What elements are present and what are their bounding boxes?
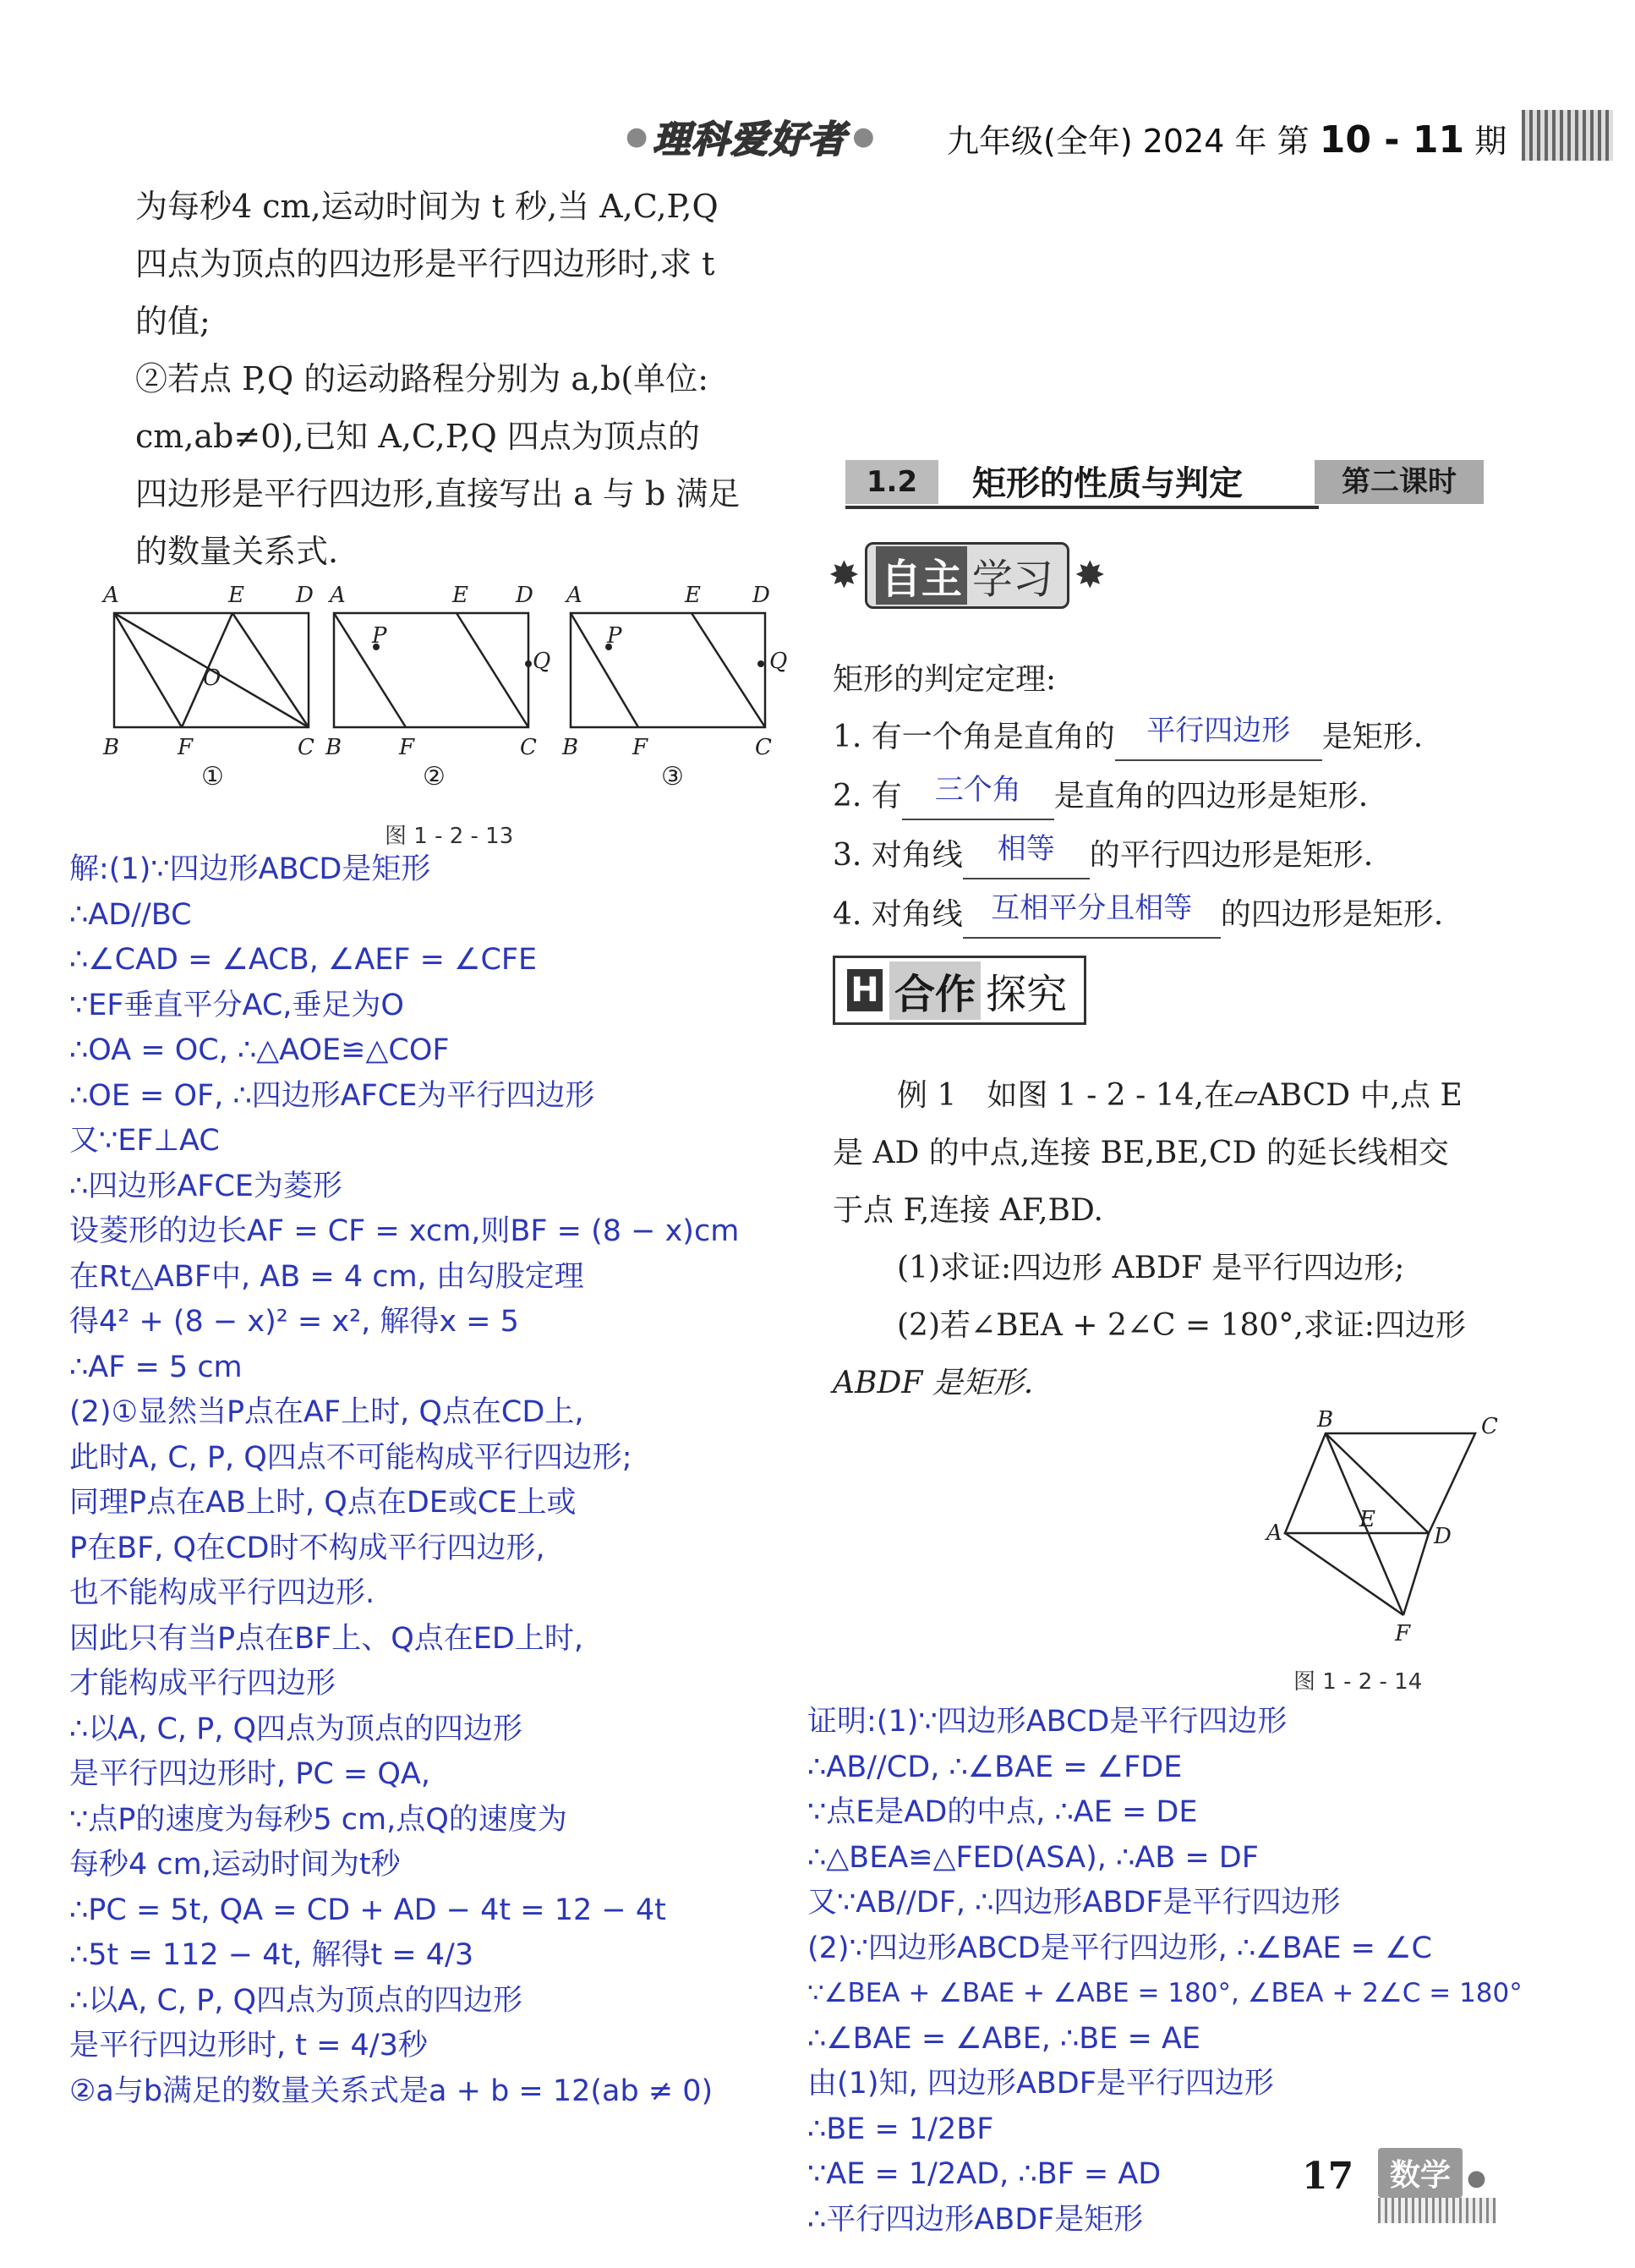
logo-text: 理科爱好者 [653, 118, 848, 162]
label-A: A [103, 583, 119, 608]
solution-line: P在BF, Q在CD时不构成平行四边形, [69, 1531, 545, 1565]
solution-line: ∴以A, C, P, Q四点为顶点的四边形 [69, 1983, 523, 2018]
label-E: E [685, 583, 701, 608]
example-line: 于点 F,连接 AF,BD. [833, 1193, 1103, 1228]
solution-line: ②a与b满足的数量关系式是a + b = 12(ab ≠ 0) [69, 2074, 714, 2108]
solution-line: 同理P点在AB上时, Q点在DE或CE上或 [69, 1486, 577, 1520]
self-study-content [833, 651, 1443, 945]
rect-abcd-2 [334, 613, 528, 727]
label-P: P [607, 623, 622, 649]
solution-line: (2)①显然当P点在AF上时, Q点在CD上, [69, 1395, 584, 1429]
label-E: E [452, 583, 468, 608]
figure-caption: 图 1 - 2 - 14 [1293, 1669, 1423, 1695]
dot-icon: ● [626, 121, 648, 151]
section-number: 1.2 [845, 460, 938, 504]
page-header [626, 110, 1615, 162]
answer-blank: 互相平分且相等 [963, 879, 1221, 939]
solution-line: 设菱形的边长AF = CF = xcm,则BF = (8 − x)cm [69, 1214, 740, 1248]
solution-line: 得4² + (8 − x)² = x², 解得x = 5 [69, 1305, 519, 1339]
solution-line: 又∵EF⊥AC [69, 1124, 220, 1158]
rect-abcd-3 [571, 613, 765, 727]
label-C: C [1481, 1414, 1498, 1439]
label-F: F [178, 735, 194, 760]
solution-line: 是平行四边形时, PC = QA, [69, 1757, 430, 1791]
solution-line: ∴PC = 5t, QA = CD + AD − 4t = 12 − 4t [69, 1893, 666, 1927]
label-B: B [1317, 1408, 1334, 1433]
subject-label: 数学 [1378, 2148, 1463, 2198]
solution-line: ∴AD//BC [69, 897, 192, 932]
solution-line: ∴OE = OF, ∴四边形AFCE为平行四边形 [69, 1078, 595, 1113]
page-number: 17 [1302, 2155, 1354, 2198]
theorem-heading: 矩形的判定定理: [833, 662, 1057, 697]
issue-suffix: 期 [1474, 123, 1507, 160]
label-A: A [1266, 1520, 1282, 1546]
label-Q: Q [533, 649, 551, 674]
label-B: B [562, 735, 579, 760]
label-P: P [372, 623, 387, 649]
solution-line: ∵点P的速度为每秒5 cm,点Q的速度为 [69, 1802, 567, 1837]
star-icon: ✸ [828, 553, 860, 597]
solution-line: ∴OA = OC, ∴△AOE≌△COF [69, 1033, 450, 1067]
figure-caption: 图 1 - 2 - 13 [385, 824, 514, 849]
section-title: 矩形的性质与判定 [972, 464, 1243, 503]
answer-blank: 三个角 [902, 761, 1054, 820]
example-line: (2)若∠BEA + 2∠C = 180°,求证:四边形 [897, 1308, 1466, 1343]
solution-line: ∴∠CAD = ∠ACB, ∠AEF = ∠CFE [69, 943, 538, 977]
example-line: ABDF 是矩形. [833, 1366, 1034, 1400]
example-line: 例 1 如图 1 - 2 - 14,在▱ABCD 中,点 E [897, 1078, 1463, 1113]
solution-line: 在Rt△ABF中, AB = 4 cm, 由勾股定理 [69, 1259, 584, 1294]
proof-line: ∴∠BAE = ∠ABE, ∴BE = AE [807, 2021, 1201, 2056]
problem-line: 的数量关系式. [135, 533, 339, 570]
label-D: D [1434, 1524, 1452, 1549]
problem-line: ②若点 P,Q 的运动路程分别为 a,b(单位: [135, 360, 709, 397]
proof-line: ∴AB//CD, ∴∠BAE = ∠FDE [807, 1750, 1183, 1784]
label-B: B [325, 735, 342, 760]
label-F: F [632, 735, 648, 760]
figure-1-2-14 [1260, 1408, 1513, 1653]
proof-line: ∴△BEA≌△FED(ASA), ∴AB = DF [807, 1840, 1259, 1875]
solution-line: 也不能构成平行四边形. [69, 1576, 375, 1610]
solution-line: ∴5t = 112 − 4t, 解得t = 4/3 [69, 1938, 474, 1972]
dot-icon: ● [1467, 2166, 1486, 2191]
label-E: E [228, 583, 244, 608]
section-header [845, 457, 1488, 509]
example-1 [833, 1067, 1466, 1412]
solution-line: 是平行四边形时, t = 4/3秒 [69, 2029, 428, 2063]
label-F: F [399, 735, 415, 760]
solution-line: ∴四边形AFCE为菱形 [69, 1169, 342, 1203]
sub-label-3: ③ [661, 762, 684, 792]
figure-1-2-13 [93, 575, 828, 795]
issue-number: 10 - 11 [1319, 118, 1465, 162]
label-B: B [103, 735, 120, 760]
year-label: 2024 年 [1142, 123, 1267, 160]
label-D: D [296, 583, 314, 608]
proof-line: (2)∵四边形ABCD是平行四边形, ∴∠BAE = ∠C [807, 1931, 1432, 1965]
solution-line: ∵EF垂直平分AC,垂足为O [69, 988, 404, 1022]
label-D: D [516, 583, 533, 608]
issue-info [947, 115, 1506, 162]
parallelogram-abcd [1285, 1433, 1475, 1533]
example-line: 是 AD 的中点,连接 BE,BE,CD 的延长线相交 [833, 1136, 1449, 1170]
star-icon: ✸ [1074, 553, 1106, 597]
theorem-item: 1. 有一个角是直角的 平行四边形 是矩形. [833, 709, 1443, 768]
section-tag: 第二课时 [1315, 460, 1484, 504]
solution-line: ∴以A, C, P, Q四点为顶点的四边形 [69, 1712, 523, 1746]
solution-line: 每秒4 cm,运动时间为t秒 [69, 1848, 401, 1882]
solution-line: ∴AF = 5 cm [69, 1350, 243, 1384]
proof-line: 又∵AB//DF, ∴四边形ABDF是平行四边形 [807, 1886, 1341, 1920]
proof-line: ∵AE = 1/2AD, ∴BF = AD [807, 2157, 1162, 2191]
h-icon: H [847, 969, 883, 1011]
section-underline [845, 506, 1319, 509]
problem-line: cm,ab≠0),已知 A,C,P,Q 四点为顶点的 [135, 418, 700, 455]
footer-stripe-decoration [1378, 2198, 1496, 2223]
solution-line: 才能构成平行四边形 [69, 1667, 336, 1701]
footer-bar [1378, 2148, 1606, 2197]
proof-line: 由(1)知, 四边形ABDF是平行四边形 [807, 2067, 1274, 2101]
label-O: O [203, 666, 221, 691]
badge-light-text: 探究 [986, 970, 1068, 1018]
label-A: A [330, 583, 346, 608]
solution-block [69, 847, 739, 2114]
proof-line: 证明:(1)∵四边形ABCD是平行四边形 [807, 1705, 1288, 1739]
grade-label: 九年级(全年) [947, 123, 1133, 160]
answer-blank: 平行四边形 [1115, 702, 1322, 761]
label-Q: Q [769, 649, 788, 674]
label-C: C [755, 735, 772, 760]
problem-text [135, 178, 778, 580]
theorem-item: 4. 对角线 互相平分且相等 的四边形是矩形. [833, 886, 1443, 945]
problem-line: 为每秒4 cm,运动时间为 t 秒,当 A,C,P,Q [135, 188, 719, 225]
proof-line: ∵∠BEA + ∠BAE + ∠ABE = 180°, ∠BEA + 2∠C = 180° [807, 1978, 1523, 2008]
problem-line: 四点为顶点的四边形是平行四边形时,求 t [135, 245, 715, 282]
proof-line: ∴BE = 1/2BF [807, 2112, 994, 2146]
label-C: C [298, 735, 314, 760]
label-D: D [752, 583, 770, 608]
badge-bold-text: 自主 [876, 546, 967, 605]
magazine-logo [626, 110, 905, 162]
theorem-item: 3. 对角线 相等 的平行四边形是矩形. [833, 827, 1443, 886]
header-stripe-decoration [1522, 110, 1613, 161]
label-A: A [566, 583, 582, 608]
theorem-item: 2. 有 三个角 是直角的四边形是矩形. [833, 768, 1443, 827]
problem-line: 四边形是平行四边形,直接写出 a 与 b 满足 [135, 475, 741, 512]
solution-line: 此时A, C, P, Q四点不可能构成平行四边形; [69, 1440, 632, 1475]
problem-line: 的值; [135, 303, 211, 340]
sub-label-1: ① [201, 762, 224, 792]
proof-line: ∵点E是AD的中点, ∴AE = DE [807, 1795, 1198, 1829]
label-C: C [520, 735, 537, 760]
solution-line: 解:(1)∵四边形ABCD是矩形 [69, 852, 431, 886]
proof-line: ∴平行四边形ABDF是矩形 [807, 2202, 1144, 2237]
issue-prefix: 第 [1277, 123, 1310, 160]
solution-line: 因此只有当P点在BF上、Q点在ED上时, [69, 1621, 583, 1656]
example-line: (1)求证:四边形 ABDF 是平行四边形; [897, 1251, 1405, 1285]
label-E: E [1359, 1507, 1375, 1532]
self-study-badge [828, 541, 1133, 609]
badge-light-text: 学习 [971, 555, 1053, 603]
badge-bold-text: 合作 [889, 961, 981, 1020]
dot-icon: ● [852, 121, 875, 151]
label-F: F [1395, 1621, 1411, 1646]
answer-blank: 相等 [963, 820, 1090, 879]
sub-label-2: ② [423, 762, 446, 792]
coop-badge [833, 956, 1086, 1025]
